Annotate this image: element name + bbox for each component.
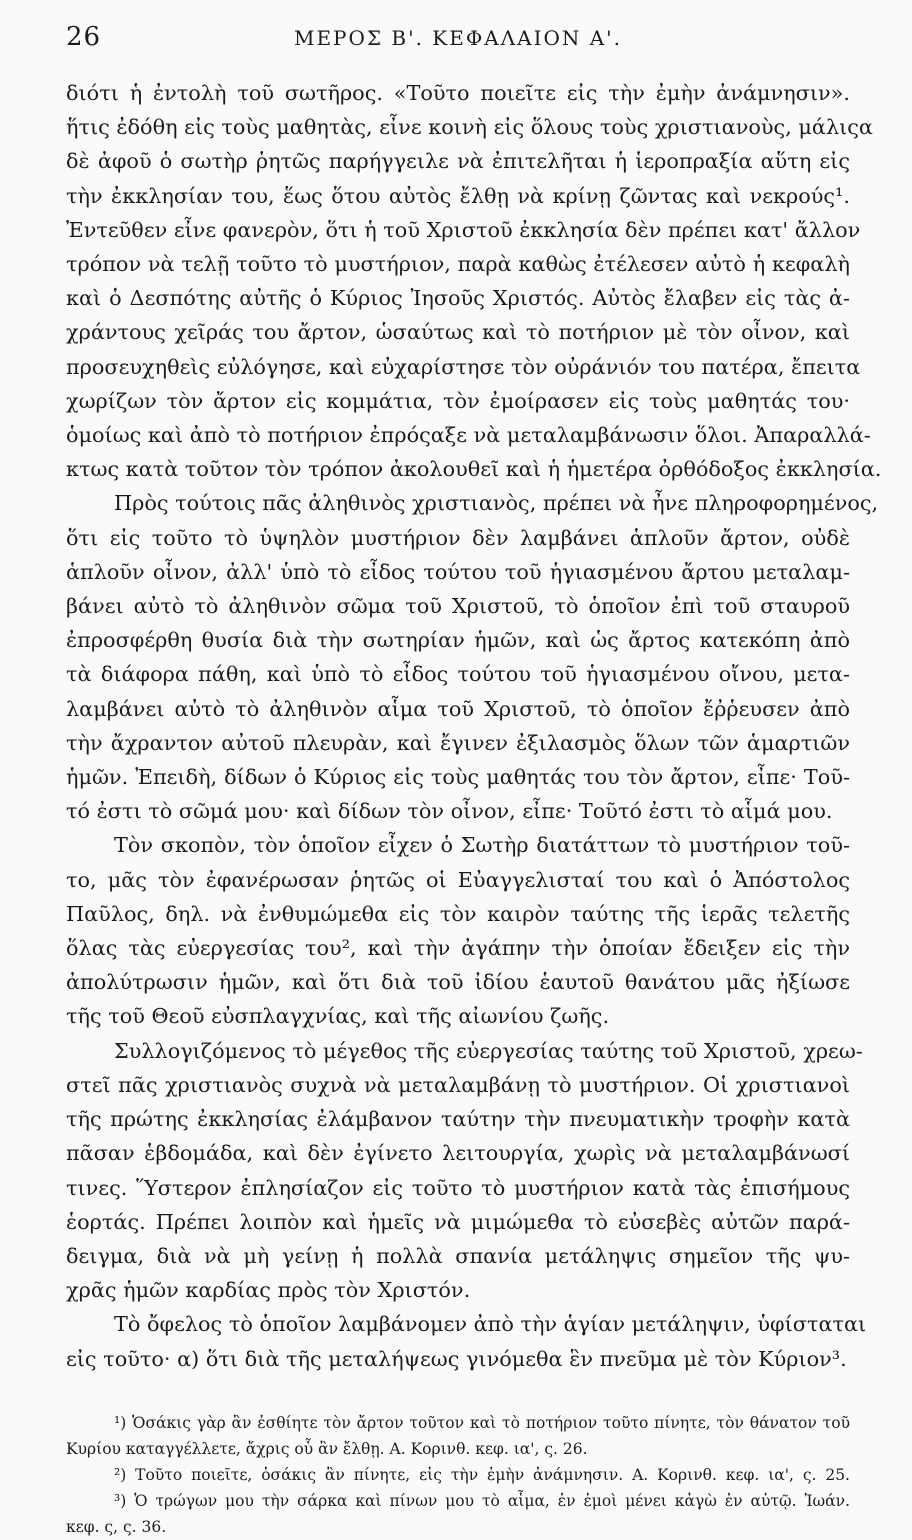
- text-line: κτως κατὰ τοῦτον τὸν τρόπον ἀκολουθεῖ καὶ ἡ ἡμετέρα ὀρθόδοξος ἐκκλησία.: [66, 457, 882, 482]
- text-line: τό ἐστι τὸ σῶμά μου· καὶ δίδων τὸν οἶνον, εἶπε· Τοῦτό ἐστι τὸ αἷμά μου.: [66, 799, 833, 824]
- text-line: Πρὸς τούτοις πᾶς ἀληθινὸς χριστιανὸς, πρέπει νὰ ἦνε πληροφορημένος,: [114, 491, 879, 516]
- text-line: ὅτι εἰς τοῦτο τὸ ὑψηλὸν μυστήριον δὲν λαμβάνει ἁπλοῦν ἄρτον, οὐδὲ: [66, 525, 850, 550]
- text-line: Τὸ ὄφελος τὸ ὁποῖον λαμβάνομεν ἀπὸ τὴν ἁγίαν μετάληψιν, ὑφίσταται: [114, 1312, 867, 1337]
- text-line: προσευχηθεὶς εὐλόγησε, καὶ εὐχαρίστησε τὸν οὐράνιόν του πατέρα, ἔπειτα: [66, 354, 861, 379]
- text-line: ὅλας τὰς εὐεργεσίας του², καὶ τὴν ἀγάπην τὴν ὁποίαν ἔδειξεν εἰς τὴν: [66, 936, 850, 961]
- text-line: τινες. Ὕστερον ἐπλησίαζον εἰς τοῦτο τὸ μυστήριον κατὰ τὰς ἐπισήμους: [66, 1175, 850, 1200]
- footnotes: [66, 1410, 850, 1540]
- text-line: χρᾶς ἡμῶν καρδίας πρὸς τὸν Χριστόν.: [66, 1278, 471, 1303]
- footnote-line: ²) Τοῦτο ποιεῖτε, ὁσάκις ἂν πίνητε, εἰς τὴν ἐμὴν ἀνάμνησιν. Α. Κορινθ. κεφ. ια', ς. 25.: [114, 1465, 850, 1484]
- text-line: Ἐντεῦθεν εἶνε φανερὸν, ὅτι ἡ τοῦ Χριστοῦ ἐκκλησία δὲν πρέπει κατ' ἄλλον: [66, 217, 861, 242]
- text-line: ἑορτάς. Πρέπει λοιπὸν καὶ ἡμεῖς νὰ μιμώμεθα τὸ εὐσεβὲς αὐτῶν παρά-: [66, 1209, 850, 1234]
- text-line: διότι ἡ ἐντολὴ τοῦ σωτῆρος. «Τοῦτο ποιεῖτε εἰς τὴν ἐμὴν ἀνάμνησιν».: [66, 81, 850, 105]
- footnote-line: ³) Ὁ τρώγων μου τὴν σάρκα καὶ πίνων μου τὸ αἷμα, ἐν ἐμοὶ μένει κἀγὼ ἐν αὐτῷ. Ἰωάν.: [114, 1491, 850, 1510]
- footnote-line: κεφ. ς, ς. 36.: [66, 1517, 167, 1536]
- page-header: [66, 20, 850, 60]
- text-line: το, μᾶς τὸν ἐφανέρωσαν ῥητῶς οἱ Εὐαγγελισταί του καὶ ὁ Ἀπόστολος: [66, 867, 850, 892]
- text-line: βάνει αὐτὸ τὸ ἀληθινὸν σῶμα τοῦ Χριστοῦ, τὸ ὁποῖον ἐπὶ τοῦ σταυροῦ: [66, 594, 850, 619]
- page-number: 26: [66, 22, 102, 52]
- text-line: τῆς τοῦ Θεοῦ εὐσπλαγχνίας, καὶ τῆς αἰωνίου ζωῆς.: [66, 1004, 610, 1029]
- text-line: δὲ ἀφοῦ ὁ σωτὴρ ῥητῶς παρήγγειλε νὰ ἐπιτελῆται ἡ ἱεροπραξία αὕτη εἰς: [66, 149, 850, 174]
- running-title: ΜΕΡΟΣ Β'. ΚΕΦΑΛΑΙΟΝ Α'.: [293, 26, 623, 50]
- footnote-line: ¹) Ὁσάκις γὰρ ἂν ἐσθίητε τὸν ἄρτον τοῦτον καὶ τὸ ποτήριον τοῦτο πίνητε, τὸν θάνατον τοῦ: [114, 1413, 850, 1432]
- text-line: πᾶσαν ἑβδομάδα, καὶ δὲν ἐγίνετο λειτουργία, χωρὶς νὰ μεταλαμβάνωσί: [66, 1141, 850, 1166]
- text-line: δειγμα, διὰ νὰ μὴ γείνῃ ἡ πολλὰ σπανία μετάληψις σημεῖον τῆς ψυ-: [66, 1243, 850, 1268]
- text-line: στεῖ πᾶς χριστιανὸς συχνὰ νὰ μεταλαμβάνῃ τὸ μυστήριον. Οἱ χριστιανοὶ: [66, 1072, 850, 1097]
- text-line: χράντους χεῖράς του ἄρτον, ὡσαύτως καὶ τὸ ποτήριον μὲ τὸν οἶνον, καὶ: [66, 320, 850, 345]
- text-line: Τὸν σκοπὸν, τὸν ὁποῖον εἶχεν ὁ Σωτὴρ διατάττων τὸ μυστήριον τοῦ-: [114, 833, 850, 858]
- text-line: ἀπολύτρωσιν ἡμῶν, καὶ ὅτι διὰ τοῦ ἰδίου ἑαυτοῦ θανάτου μᾶς ἠξίωσε: [66, 970, 850, 995]
- text-line: χωρίζων τὸν ἄρτον εἰς κομμάτια, τὸν ἐμοίρασεν εἰς τοὺς μαθητάς του·: [66, 388, 850, 413]
- text-line: ἁπλοῦν οἶνον, ἀλλ' ὑπὸ τὸ εἶδος τούτου τοῦ ἡγιασμένου ἄρτου μεταλαμ-: [66, 559, 850, 584]
- text-line: εἰς τοῦτο· α) ὅτι διὰ τῆς μεταλήψεως γινόμεθα ἓν πνεῦμα μὲ τὸν Κύριον³.: [66, 1346, 847, 1371]
- text-line: Συλλογιζόμενος τὸ μέγεθος τῆς εὐεργεσίας ταύτης τοῦ Χριστοῦ, χρεω-: [114, 1038, 863, 1063]
- text-line: λαμβάνει αὐτὸ τὸ ἀληθινὸν αἷμα τοῦ Χριστοῦ, τὸ ὁποῖον ἔῤῥευσεν ἀπὸ: [66, 696, 850, 721]
- footnote-line: Κυρίου καταγγέλλετε, ἄχρις οὗ ἂν ἔλθῃ. Α. Κορινθ. κεφ. ια', ς. 26.: [66, 1439, 588, 1458]
- text-line: ἡμῶν. Ἐπειδὴ, δίδων ὁ Κύριος εἰς τοὺς μαθητάς του τὸν ἄρτον, εἶπε· Τοῦ-: [66, 765, 850, 790]
- body-text: [66, 76, 882, 1376]
- text-line: καὶ ὁ Δεσπότης αὐτῆς ὁ Κύριος Ἰησοῦς Χριστός. Αὐτὸς ἔλαβεν εἰς τὰς ἀ-: [66, 286, 850, 311]
- text-line: τὴν ἄχραντον αὐτοῦ πλευρὰν, καὶ ἔγινεν ἐξιλασμὸς ὅλων τῶν ἁμαρτιῶν: [66, 730, 850, 755]
- text-line: τρόπον νὰ τελῇ τοῦτο τὸ μυστήριον, παρὰ καθὼς ἐτέλεσεν αὐτὸ ἡ κεφαλὴ: [66, 252, 850, 277]
- text-line: τὴν ἐκκλησίαν του, ἕως ὅτου αὐτὸς ἔλθῃ νὰ κρίνῃ ζῶντας καὶ νεκρούς¹.: [66, 183, 850, 208]
- text-line: ἐπροσφέρθη θυσία διὰ τὴν σωτηρίαν ἡμῶν, καὶ ὡς ἄρτος κατεκόπη ἀπὸ: [66, 628, 850, 653]
- text-line: Παῦλος, δηλ. νὰ ἐνθυμώμεθα εἰς τὸν καιρὸν ταύτης τῆς ἱερᾶς τελετῆς: [66, 901, 850, 926]
- text-line: τὰ διάφορα πάθη, καὶ ὑπὸ τὸ εἶδος τούτου τοῦ ἡγιασμένου οἴνου, μετα-: [66, 662, 850, 687]
- text-line: τῆς πρώτης ἐκκλησίας ἐλάμβανον ταύτην τὴν πνευματικὴν τροφὴν κατὰ: [66, 1107, 850, 1132]
- text-line: ἥτις ἐδόθη εἰς τοὺς μαθητὰς, εἶνε κοινὴ εἰς ὅλους τοὺς χριστιανοὺς, μάλιςα: [66, 115, 873, 140]
- text-line: ὁμοίως καὶ ἀπὸ τὸ ποτήριον ἐπρόςαξε νὰ μεταλαμβάνωσιν ὅλοι. Ἀπαραλλά-: [66, 423, 871, 448]
